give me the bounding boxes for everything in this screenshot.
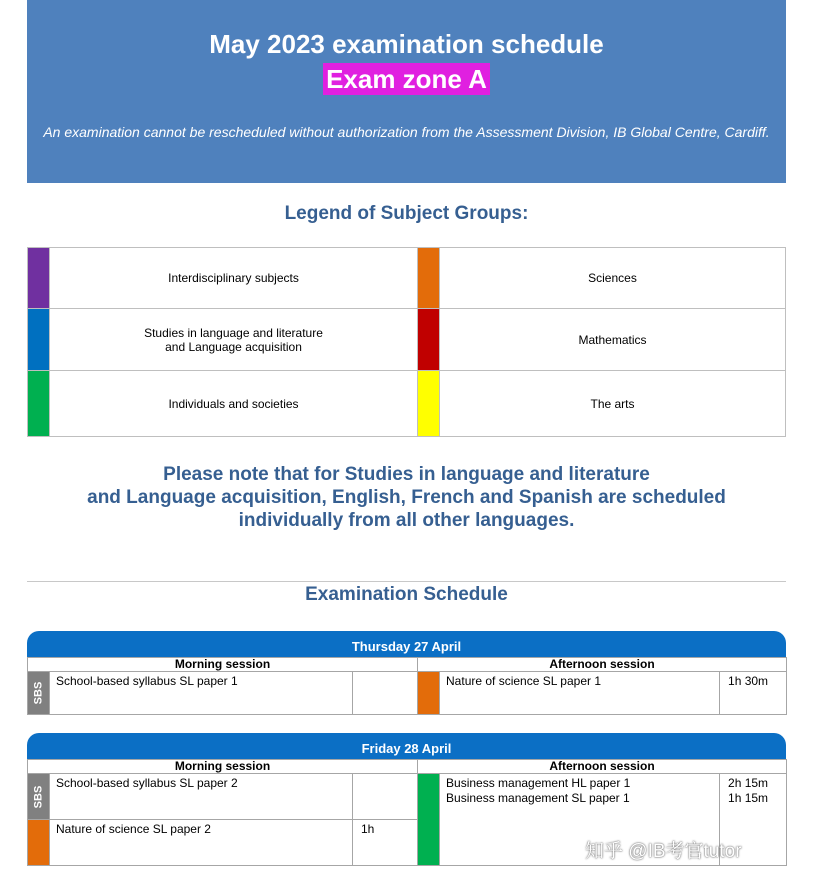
legend-label-arts: The arts (440, 371, 786, 437)
day-schedule-table (27, 657, 787, 715)
sbs-group-strip (28, 774, 50, 820)
legend-swatch-arts (418, 371, 440, 437)
morning-session-header: Morning session (28, 658, 418, 672)
exam-duration: 1h 30m (720, 672, 787, 715)
exam-duration (353, 774, 418, 820)
individuals-group-strip (418, 774, 440, 866)
sbs-strip-label: SBS (32, 785, 45, 808)
exam-duration: 2h 15m (728, 776, 769, 790)
schedule-heading: Examination Schedule (305, 584, 508, 605)
language-note-line1: Please note that for Studies in language and literature (163, 464, 650, 485)
exam-name: Nature of science SL paper 2 (50, 820, 353, 866)
morning-session-header: Morning session (28, 760, 418, 774)
language-note (27, 463, 786, 532)
watermark-text: 知乎 @IB考官tutor (585, 841, 742, 862)
reschedule-notice: An examination cannot be rescheduled without authorization from the Assessment Division, IB Global Centre, Cardiff. (43, 124, 770, 140)
exam-name: Business management SL paper 1 (446, 791, 630, 805)
day-title-bar: Friday 28 April (27, 733, 786, 759)
legend-label-interdisciplinary: Interdisciplinary subjects (50, 248, 418, 309)
section-divider (27, 581, 786, 582)
exam-name: Nature of science SL paper 1 (440, 672, 720, 715)
language-note-line3: individually from all other languages. (238, 510, 575, 531)
language-note-line2: and Language acquisition, English, French and Spanish are scheduled (87, 487, 726, 508)
afternoon-session-header: Afternoon session (418, 658, 787, 672)
legend-swatch-language (28, 309, 50, 371)
sbs-strip-label: SBS (32, 681, 45, 705)
exam-name: School-based syllabus SL paper 2 (50, 774, 353, 820)
legend-label-mathematics: Mathematics (440, 309, 786, 371)
exam-name: Business management HL paper 1 (446, 776, 631, 790)
legend-table (27, 247, 786, 437)
legend-heading: Legend of Subject Groups: (284, 203, 529, 224)
schedule-header (27, 0, 786, 183)
legend-label-language-line2: and Language acquisition (165, 339, 302, 354)
legend-swatch-mathematics (418, 309, 440, 371)
legend-swatch-sciences (418, 248, 440, 309)
exam-name: School-based syllabus SL paper 1 (50, 672, 353, 715)
exam-duration: 1h (353, 820, 418, 866)
legend-swatch-individuals (28, 371, 50, 437)
afternoon-session-header: Afternoon session (418, 760, 787, 774)
legend-label-sciences: Sciences (440, 248, 786, 309)
sbs-group-strip (28, 672, 50, 715)
legend-label-language-line1: Studies in language and literature (144, 325, 323, 340)
legend-swatch-interdisciplinary (28, 248, 50, 309)
day-title-bar: Thursday 27 April (27, 631, 786, 657)
legend-label-individuals: Individuals and societies (50, 371, 418, 437)
page-title: May 2023 examination schedule (209, 29, 604, 59)
exam-duration (353, 672, 418, 715)
sciences-group-strip (28, 820, 50, 866)
sciences-group-strip (418, 672, 440, 715)
exam-duration: 1h 15m (728, 791, 769, 805)
legend-label-language (50, 309, 418, 371)
exam-zone-badge: Exam zone A (323, 63, 490, 95)
zone-wrap (27, 63, 786, 95)
